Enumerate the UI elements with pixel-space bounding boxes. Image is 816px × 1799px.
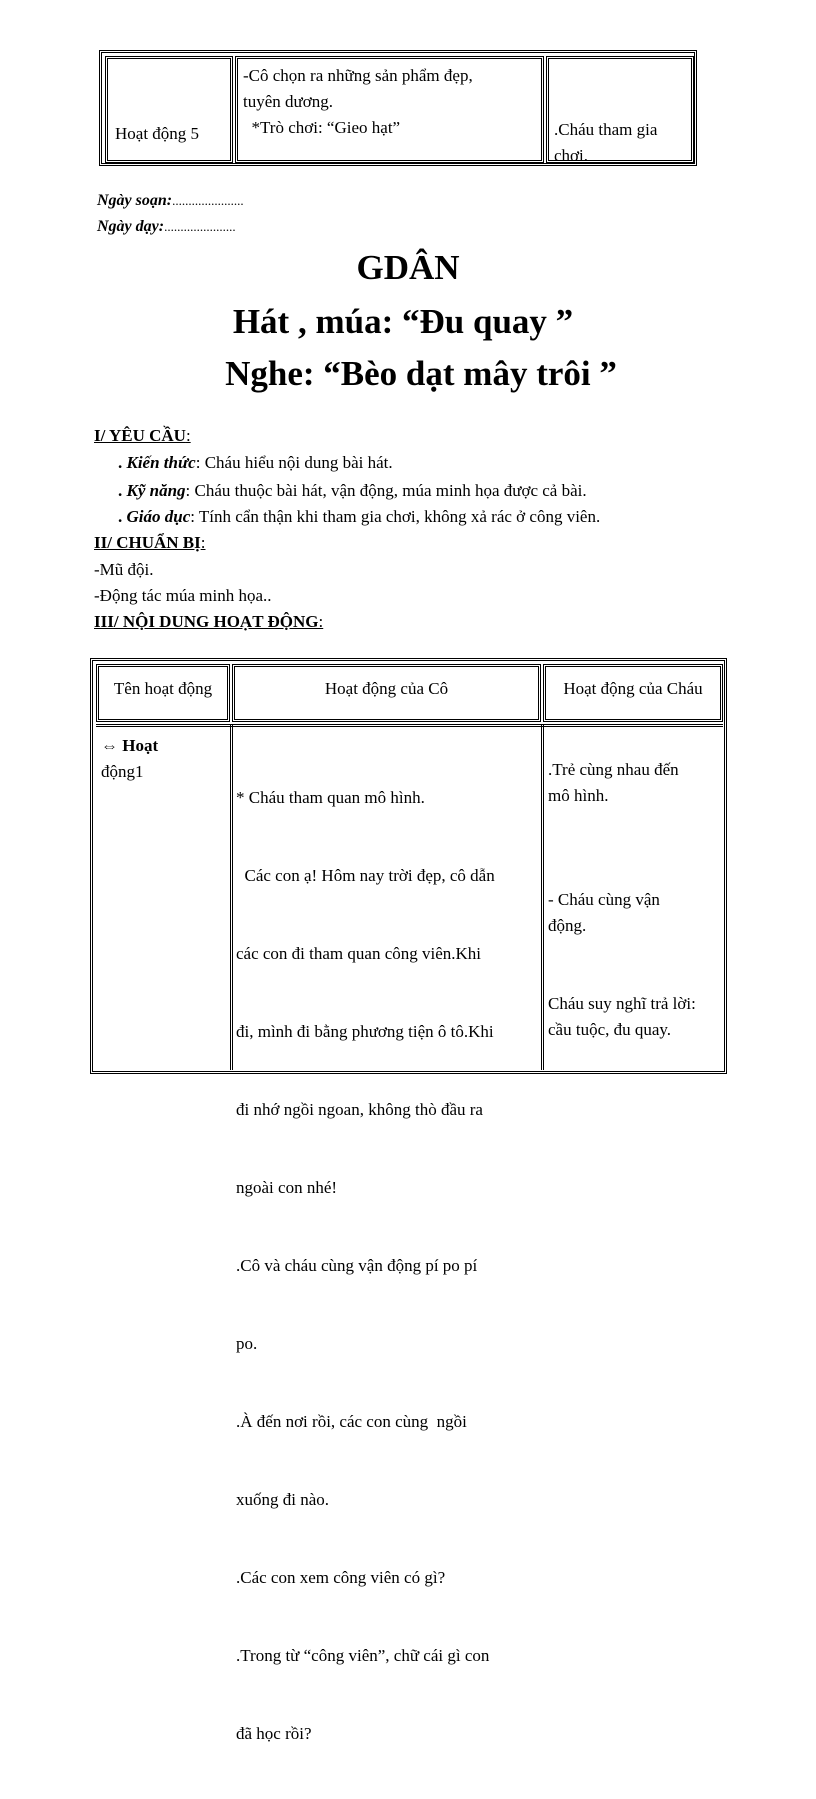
top-table-activity-name: Hoạt động 5 <box>115 124 200 143</box>
date-prepared-dots: ...................... <box>172 193 244 208</box>
child-line: .Trẻ cùng nhau đến <box>548 760 679 779</box>
teacher-line: ngoài con nhé! <box>236 1178 338 1197</box>
date-taught-label: Ngày dạy: <box>97 218 165 235</box>
prep-item: -Động tác múa minh họa.. <box>94 586 272 605</box>
teacher-line: *Trò chơi: “Gieo hạt” <box>243 118 401 137</box>
row1-teacher-activity <box>236 733 541 1799</box>
top-table-child-cell <box>546 56 694 163</box>
child-line: mô hình. <box>548 786 609 805</box>
date-prepared <box>97 192 244 210</box>
listening-title: Nghe: “Bèo dạt mây trôi ” <box>225 354 617 393</box>
row1-activity-name <box>101 733 226 785</box>
child-line: động. <box>548 916 587 935</box>
top-table-teacher-text <box>243 63 473 141</box>
objective-label: Kiến thức <box>126 453 196 472</box>
date-taught <box>97 218 236 236</box>
teacher-line: xuống đi nào. <box>236 1490 330 1509</box>
section3-heading-row: III/ NỘI DUNG HOẠT ĐỘNG: <box>94 612 324 631</box>
row1-child-activity-3 <box>548 991 726 1043</box>
child-line: cầu tuộc, đu quay. <box>548 1020 672 1039</box>
header-children <box>543 664 723 722</box>
teacher-line: .À đến nơi rồi, các con cùng ngồi <box>236 1412 467 1431</box>
top-table-teacher-cell <box>235 56 544 163</box>
activity-table <box>90 658 727 1743</box>
date-taught-dots: ...................... <box>164 219 236 234</box>
top-table-activity-cell <box>105 56 233 163</box>
objective-label: Giáo dục <box>126 507 191 526</box>
child-line: chơi. <box>554 146 589 165</box>
section2-heading: II/ CHUẨN BỊ <box>94 533 201 552</box>
child-line: .Cháu tham gia <box>554 120 658 139</box>
teacher-line: -Cô chọn ra những sản phẩm đẹp, <box>243 66 473 85</box>
objective-knowledge: . Kiến thức: Cháu hiểu nội dung bài hát. <box>118 453 393 472</box>
objective-text: : Cháu hiểu nội dung bài hát. <box>195 453 393 472</box>
child-line: - Cháu cùng vận <box>548 890 660 909</box>
section2-heading-row: II/ CHUẨN BỊ: <box>94 533 206 552</box>
header-activity-name <box>96 664 230 722</box>
teacher-line: đi, mình đi bằng phương tiện ô tô.Khi <box>236 1022 494 1041</box>
teacher-line: đã học rồi? <box>236 1724 312 1743</box>
teacher-line: tuyên dương. <box>243 92 333 111</box>
teacher-line: .Các con xem công viên có gì? <box>236 1568 446 1587</box>
section1-heading-row: I/ YÊU CẦU: <box>94 426 191 445</box>
subject-title: GDÂN <box>356 248 460 287</box>
date-prepared-label: Ngày soạn: <box>97 192 173 209</box>
teacher-line: các con đi tham quan công viên.Khi <box>236 944 482 963</box>
header-children-text: Hoạt động của Cháu <box>563 679 703 698</box>
objective-text: : Cháu thuộc bài hát, vận động, múa minh họa được cả bài. <box>185 481 587 500</box>
teacher-line: .Cô và cháu cùng vận động pí po pí <box>236 1256 478 1275</box>
song-title: Hát , múa: “Đu quay ” <box>232 302 574 341</box>
activity-name-line: ⇔ Hoạt <box>101 736 159 755</box>
row1-child-activity-1 <box>548 757 726 809</box>
objective-skill: . Kỹ năng: Cháu thuộc bài hát, vận động, múa minh họa được cả bài. <box>118 481 587 500</box>
child-line: Cháu suy nghĩ trả lời: <box>548 994 696 1013</box>
section1-heading: I/ YÊU CẦU <box>94 426 186 445</box>
objective-education: . Giáo dục: Tính cẩn thận khi tham gia chơi, không xả rác ở công viên. <box>118 507 601 526</box>
teacher-line: .Trong từ “công viên”, chữ cái gì con <box>236 1646 490 1665</box>
top-table-child-text <box>554 117 694 169</box>
objective-label: Kỹ năng <box>126 481 186 500</box>
teacher-line: đi nhớ ngồi ngoan, không thò đầu ra <box>236 1100 483 1119</box>
section3-heading: III/ NỘI DUNG HOẠT ĐỘNG <box>94 612 319 631</box>
top-table <box>99 50 697 166</box>
objective-text: : Tính cẩn thận khi tham gia chơi, không xả rác ở công viên. <box>190 507 601 526</box>
teacher-line: * Cháu tham quan mô hình. <box>236 788 425 807</box>
header-teacher-text: Hoạt động của Cô <box>324 679 449 698</box>
header-teacher <box>232 664 541 722</box>
col-divider <box>230 724 233 1070</box>
teacher-line: po. <box>236 1334 258 1353</box>
prep-item: -Mũ đội. <box>94 560 154 579</box>
row-divider <box>96 724 723 727</box>
teacher-line: Các con ạ! Hôm nay trời đẹp, cô dẫn <box>236 866 495 885</box>
header-activity-name-text: Tên hoạt động <box>113 679 213 698</box>
row1-child-activity-2 <box>548 887 726 939</box>
col-divider <box>541 724 544 1070</box>
activity-name-line: động1 <box>101 762 144 781</box>
